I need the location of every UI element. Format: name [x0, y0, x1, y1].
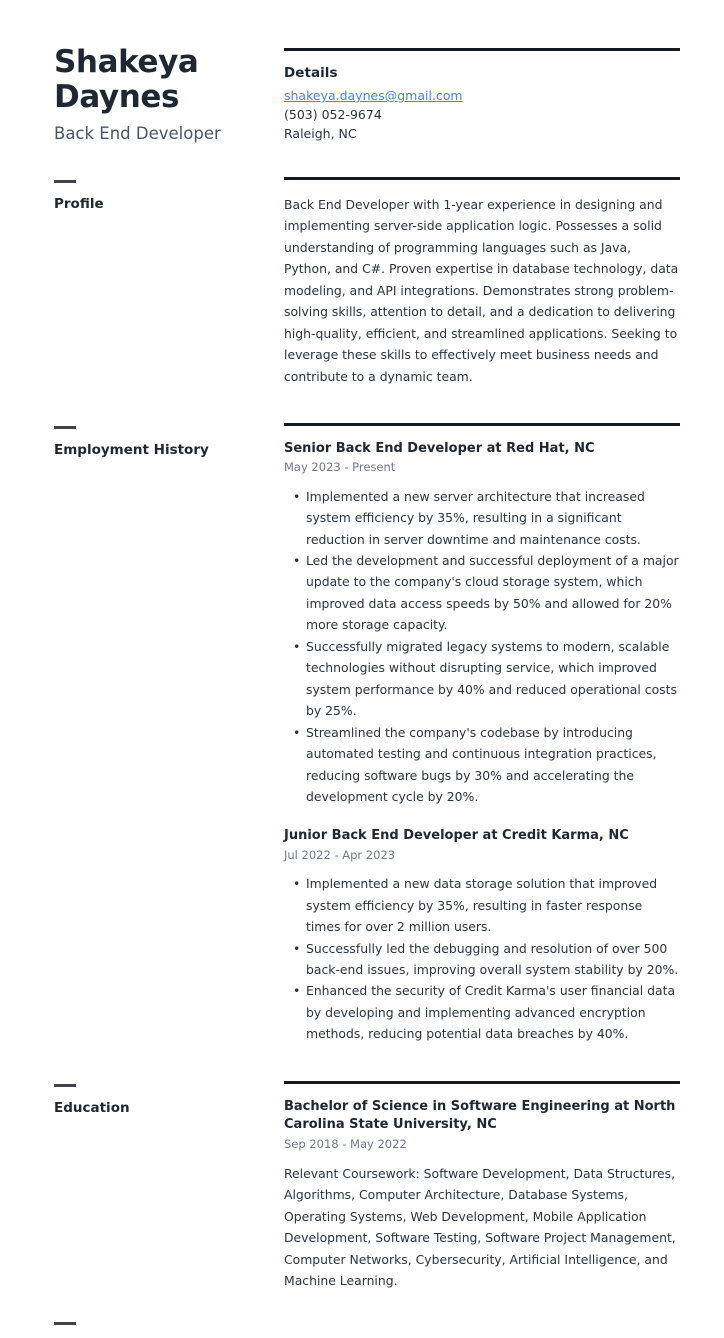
employment-entry [284, 440, 680, 808]
education-label-column [54, 1081, 284, 1116]
section-rule-education [284, 1081, 680, 1084]
last-name: Daynes [54, 78, 180, 115]
list-item: • Successfully migrated legacy systems to modern, scalable technologies without disrupting service, which improved system performance by 40% and reduced operational costs by 25%. [306, 636, 680, 722]
list-item: • Implemented a new data storage solution that improved system efficiency by 35%, resulting in faster response times for over 2 million users. [306, 873, 680, 937]
employment-entry-bullets [284, 873, 680, 1045]
section-rule-profile [284, 177, 680, 180]
first-name: Shakeya [54, 44, 199, 80]
employment-entry [284, 827, 680, 1044]
section-marker-dash-profile [54, 180, 76, 183]
email-link[interactable]: shakeya.daynes@gmail.com [284, 88, 463, 103]
phone-line: (503) 052-9674 [284, 107, 382, 122]
profile-label-column [54, 177, 284, 212]
resume-header [0, 0, 724, 145]
employment-entry-title: Junior Back End Developer at Credit Karma, NC [284, 828, 629, 844]
list-item: • Successfully led the debugging and resolution of over 500 back-end issues, improving overall system stability by 20%. [306, 938, 680, 981]
email-line [284, 85, 680, 105]
section-label-employment: Employment History [54, 441, 209, 458]
education-entry [284, 1098, 680, 1292]
section-marker-dash-education [54, 1084, 76, 1087]
list-item: • Implemented a new server architecture that increased system efficiency by 35%, resulting in a significant reduction in server downtime and maintenance costs. [306, 486, 680, 550]
education-content [284, 1081, 680, 1292]
profile-content [284, 177, 680, 387]
section-marker-dash-employment [54, 426, 76, 429]
profile-text: Back End Developer with 1-year experience in designing and implementing server-side application logic. Possesses a solid understanding of programming languages such as Java, Python, and C#. Proven expertise in database technology, data modeling, and API integrations. Demonstrates strong problem-solving skills, attention to detail, and a dedication to delivering high-quality, efficient, and streamlined applications. Seeking to leverage these skills to effectively meet business needs and contribute to a dynamic team. [284, 196, 679, 384]
job-title: Back End Developer [54, 124, 221, 144]
employment-entry-date: May 2023 - Present [284, 460, 396, 475]
details-heading: Details [284, 65, 338, 81]
location-line: Raleigh, NC [284, 126, 357, 141]
details-section [284, 45, 680, 145]
section-marker-dash-next [54, 1322, 76, 1325]
employment-entry-date: Jul 2022 - Apr 2023 [284, 847, 396, 862]
education-entry-title: Bachelor of Science in Software Engineering at North Carolina State University, NC [284, 1098, 676, 1133]
header-identity [54, 45, 284, 145]
education-section [0, 1081, 724, 1292]
section-rule-employment [284, 423, 680, 426]
list-item: • Enhanced the security of Credit Karma's user financial data by developing and implementing advanced encryption methods, reducing potential data breaches by 40%. [306, 980, 680, 1044]
list-item: • Streamlined the company's codebase by introducing automated testing and continuous integration practices, reducing software bugs by 30% and accelerating the development cycle by 20%. [306, 722, 680, 808]
employment-label-column [54, 423, 284, 458]
section-label-education: Education [54, 1099, 130, 1116]
education-entry-date: Sep 2018 - May 2022 [284, 1136, 407, 1151]
section-rule-details [284, 48, 680, 51]
employment-entry-title: Senior Back End Developer at Red Hat, NC [284, 440, 595, 456]
next-section-marker [0, 1322, 724, 1325]
employment-section [0, 423, 724, 1045]
section-label-profile: Profile [54, 195, 104, 212]
list-item: • Led the development and successful deployment of a major update to the company's cloud storage system, which improved data access speeds by 50% and allowed for 20% more storage capacity. [306, 550, 680, 636]
employment-content [284, 423, 680, 1045]
profile-section [0, 177, 724, 387]
education-entry-note: Relevant Coursework: Software Development, Data Structures, Algorithms, Computer Architecture, Database Systems, Operating Systems, Web Development, Mobile Application Development, Software Testing, Software Project Management, Computer Networks, Cybersecurity, Artificial Intelligence, and Machine Learning. [284, 1165, 676, 1289]
page-title [54, 45, 224, 114]
employment-entry-bullets [284, 486, 680, 808]
